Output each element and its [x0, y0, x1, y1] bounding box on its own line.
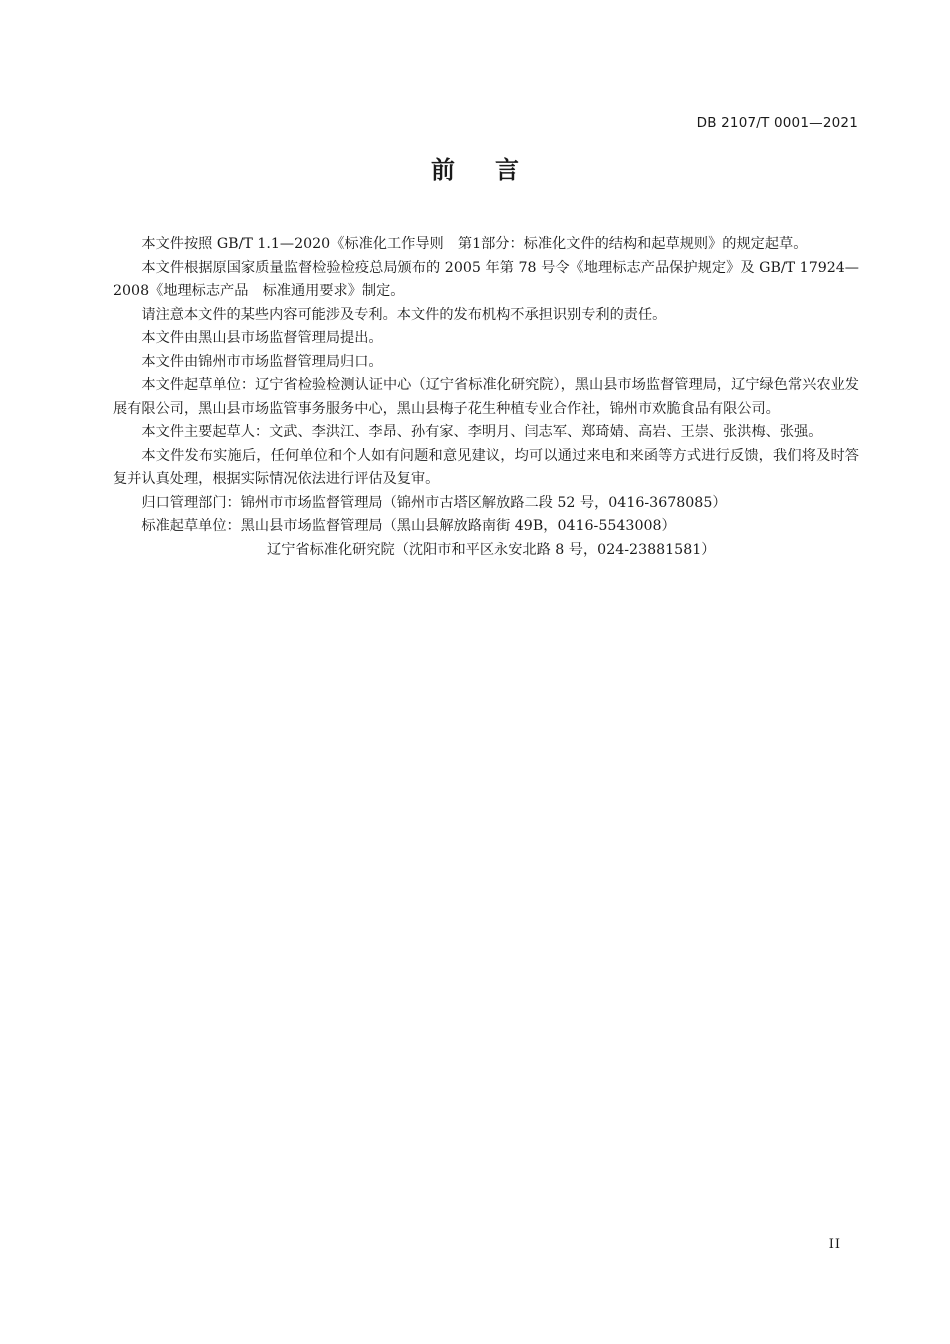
- paragraph-administrator: 本文件由锦州市市场监督管理局归口。: [141, 353, 383, 370]
- paragraph-feedback: 本文件发布实施后，任何单位和个人如有问题和意见建议，均可以通过来电和来函等方式进行反馈，我们将及时答复并认真处理，根据实际情况依法进行评估及复审。: [113, 447, 859, 487]
- contact-management-department: 归口管理部门：锦州市市场监督管理局（锦州市古塔区解放路二段 52 号，0416-3678085）: [141, 494, 727, 511]
- contact-drafting-unit: 标准起草单位：黑山县市场监督管理局（黑山县解放路南街 49B，0416-5543008）: [141, 518, 676, 534]
- paragraph-basis: 本文件根据原国家质量监督检验检疫总局颁布的 2005 年第 78 号令《地理标志产品保护规定》及 GB/T 17924—2008《地理标志产品 标准通用要求》制定。: [113, 259, 859, 299]
- paragraph-patent-notice: 请注意本文件的某些内容可能涉及专利。本文件的发布机构不承担识别专利的责任。: [141, 306, 667, 323]
- page-title: 前言: [431, 156, 559, 184]
- contact-drafting-unit-extra: 辽宁省标准化研究院（沈阳市和平区永安北路 8 号，024-23881581）: [267, 541, 716, 558]
- page-number: II: [828, 1237, 841, 1252]
- document-code: DB 2107/T 0001—2021: [696, 115, 858, 131]
- paragraph-drafting-units: 本文件起草单位：辽宁省检验检测认证中心（辽宁省标准化研究院），黑山县市场监督管理局，辽宁绿色常兴农业发展有限公司，黑山县市场监管事务服务中心，黑山县梅子花生种植专业合作社，锦州市欢脆食品有限公司。: [113, 377, 859, 417]
- foreword-body: [113, 233, 859, 562]
- paragraph-proposer: 本文件由黑山县市场监督管理局提出。: [141, 330, 383, 346]
- paragraph-drafting-rules: 本文件按照 GB/T 1.1—2020《标准化工作导则 第1部分：标准化文件的结构和起草规则》的规定起草。: [141, 236, 808, 252]
- paragraph-drafters: 本文件主要起草人：文武、李洪江、李昂、孙有家、李明月、闫志军、郑琦婧、高岩、王崇、张洪梅、张强。: [141, 424, 823, 440]
